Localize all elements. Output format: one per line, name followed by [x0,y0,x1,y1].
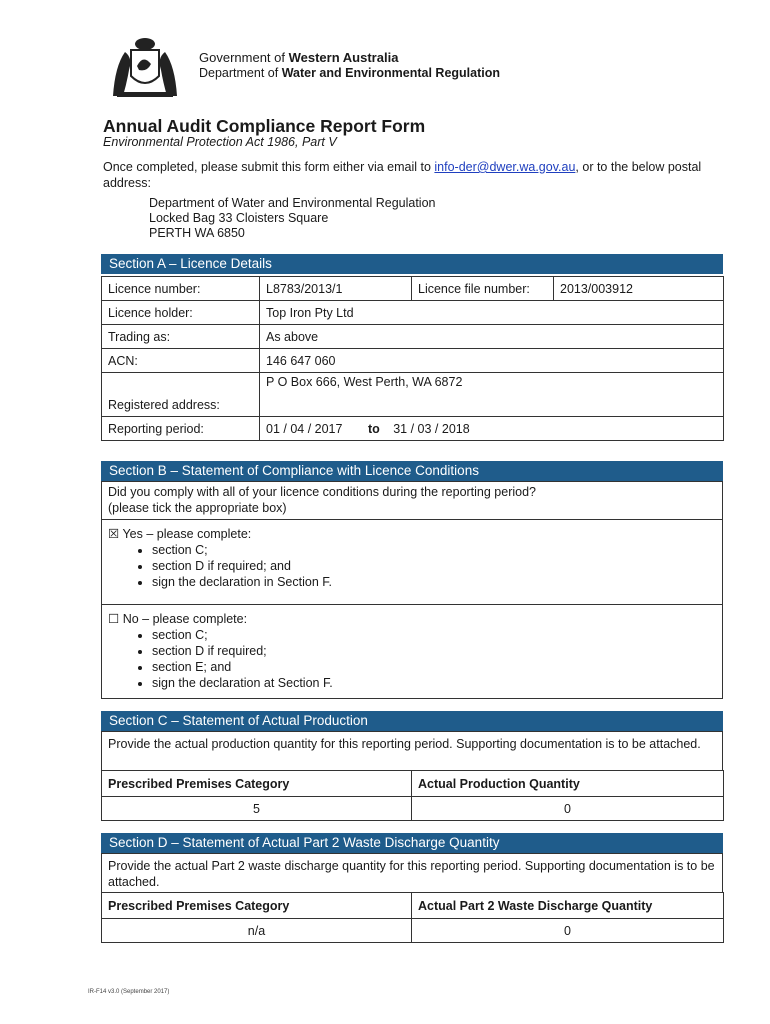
registered-address-label: Registered address: [102,373,260,417]
waste-discharge-instruction: Provide the actual Part 2 waste discharge quantity for this reporting period. Supporting documentation is to be attached. [101,853,723,893]
form-title: Annual Audit Compliance Report Form [103,116,426,136]
quantity-value[interactable]: 0 [412,919,724,943]
intro-text: Once completed, please submit this form either via email to info-der@dwer.wa.gov.au, or to the below postal address: [103,160,702,190]
section-b-heading: Section B – Statement of Compliance with Licence Conditions [101,461,723,481]
quantity-header: Actual Part 2 Waste Discharge Quantity [412,893,724,919]
list-item: • sign the declaration in Section F. [152,574,716,590]
yes-checkbox[interactable]: ☒ [108,527,120,541]
yes-label: Yes – please complete: [119,527,252,541]
licence-file-number-label: Licence file number: [412,277,554,301]
form-subtitle: Environmental Protection Act 1986, Part V [103,135,337,149]
department-line: Department of Water and Environmental Regulation [199,66,500,80]
acn-label: ACN: [102,349,260,373]
compliance-question: Did you comply with all of your licence conditions during the reporting period? (please tick the appropriate box) [101,481,723,520]
compliance-no-option [101,604,723,699]
section-d-heading: Section D – Statement of Actual Part 2 Waste Discharge Quantity [101,833,723,853]
list-item: • section E; and [152,659,716,675]
period-to-label: to [367,421,380,436]
government-line: Government of Western Australia [199,50,399,65]
list-item: • sign the declaration at Section F. [152,675,716,691]
licence-details-table [101,276,724,441]
list-item: • section D if required; and [152,558,716,574]
list-item: • section C; [152,627,716,643]
no-checkbox[interactable]: ☐ [108,612,120,626]
form-version-footer: IR-F14 v3.0 (September 2017) [88,989,170,995]
compliance-yes-option [101,519,723,605]
licence-holder-field[interactable]: Top Iron Pty Ltd [260,301,724,325]
category-value[interactable]: n/a [102,919,412,943]
licence-number-label: Licence number: [102,277,260,301]
section-c-heading: Section C – Statement of Actual Production [101,711,723,731]
reporting-period-label: Reporting period: [102,417,260,441]
trading-as-field[interactable]: As above [260,325,724,349]
licence-holder-label: Licence holder: [102,301,260,325]
quantity-header: Actual Production Quantity [412,771,724,797]
registered-address-field[interactable]: P O Box 666, West Perth, WA 6872 [260,373,724,417]
postal-address: Department of Water and Environmental Regulation Locked Bag 33 Cloisters Square PERTH WA 6850 [149,196,436,240]
category-value[interactable]: 5 [102,797,412,821]
wa-crest-logo [103,36,187,102]
trading-as-label: Trading as: [102,325,260,349]
production-table [101,770,724,821]
list-item: • section C; [152,542,716,558]
list-item: • section D if required; [152,643,716,659]
licence-file-number-field[interactable]: 2013/003912 [554,277,724,301]
category-header: Prescribed Premises Category [102,893,412,919]
period-to-field[interactable]: 31 / 03 / 2018 [393,421,470,436]
licence-number-field[interactable]: L8783/2013/1 [260,277,412,301]
waste-discharge-table [101,892,724,943]
category-header: Prescribed Premises Category [102,771,412,797]
email-link[interactable]: info-der@dwer.wa.gov.au [434,160,576,174]
section-a-heading: Section A – Licence Details [101,254,723,274]
reporting-period-field [260,417,724,441]
no-label: No – please complete: [119,612,248,626]
period-from-field[interactable]: 01 / 04 / 2017 [266,421,343,436]
acn-field[interactable]: 146 647 060 [260,349,724,373]
quantity-value[interactable]: 0 [412,797,724,821]
production-instruction: Provide the actual production quantity for this reporting period. Supporting documentation is to be attached. [101,731,723,771]
